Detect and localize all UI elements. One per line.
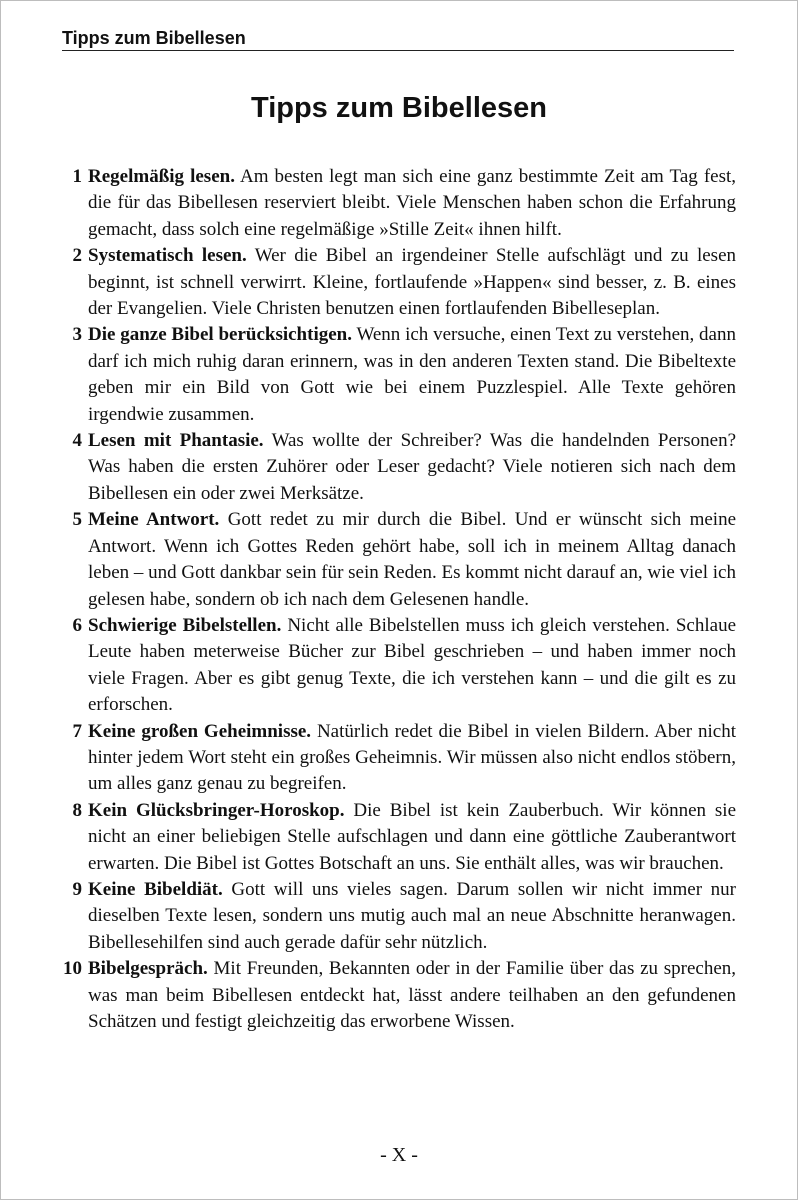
tip-title: Schwierige Bibelstellen. — [88, 614, 282, 636]
tip-number: 7 — [72, 720, 82, 742]
tip-body — [88, 719, 736, 798]
running-header — [62, 26, 734, 51]
tip-body — [88, 243, 736, 322]
tip-number: 8 — [72, 799, 82, 821]
tip-number: 9 — [72, 878, 82, 900]
tip-number: 4 — [72, 430, 82, 452]
tip-number: 5 — [72, 509, 82, 531]
tip-text: Natürlich redet die Bibel in vielen Bildern. Aber nicht hinter jedem Wort steht ein großes Geheimnis. Wir müssen also nicht endlos stöbern, um alles ganz genau zu begreifen. — [88, 720, 736, 795]
tips-list — [58, 164, 736, 1035]
tip-title: Systematisch lesen. — [88, 245, 247, 267]
tip-title: Kein Glücksbringer-Horoskop. — [88, 799, 345, 821]
list-item — [58, 428, 736, 507]
tip-text: Wenn ich versuche, einen Text zu verstehen, dann darf ich mich ruhig daran erinnern, was in den anderen Texten stand. Die Bibeltexte geben mir ein Bild von Gott wie bei einem Puzzlespiel. Alle Texte gehören irgendwie zusammen. — [88, 324, 736, 425]
list-item — [58, 243, 736, 322]
tip-title: Bibelgespräch. — [88, 958, 208, 980]
list-item — [58, 798, 736, 877]
list-item — [58, 719, 736, 798]
running-header-title: Tipps zum Bibellesen — [62, 28, 246, 48]
tip-title: Regelmäßig lesen. — [88, 166, 235, 187]
tip-text: Gott redet zu mir durch die Bibel. Und er wünscht sich meine Antwort. Wenn ich Gottes Reden gehört habe, soll ich in meinem Alltag danach leben – und Gott dankbar sein für sein Reden. Es kommt nicht darauf an, wie viel ich gelesen habe, sondern ob ich nach dem Gelesenen handle. — [88, 509, 736, 610]
tip-text: Die Bibel ist kein Zauberbuch. Wir können sie nicht an einer beliebigen Stelle aufschlagen und dann eine göttliche Zauberantwort erwarten. Die Bibel ist Gottes Botschaft an uns. Sie enthält alles, was wir brauchen. — [88, 799, 737, 874]
list-item — [58, 877, 736, 956]
tip-number: 3 — [72, 324, 82, 346]
list-item — [58, 956, 736, 1035]
tip-title: Die ganze Bibel berücksichtigen. — [88, 324, 352, 346]
page-title: Tipps zum Bibellesen — [251, 92, 547, 124]
tip-title: Keine Bibeldiät. — [88, 878, 223, 900]
tip-text: Wer die Bibel an irgendeiner Stelle aufschlägt und zu lesen beginnt, ist schnell verwirrt. Kleine, fortlaufende »Happen« sind besser, z. B. eines der Evangelien. Viele Christen benutzen einen fortlaufenden Bibelleseplan. — [88, 245, 736, 320]
list-item — [58, 164, 736, 243]
tip-text: Was wollte der Schreiber? Was die handelnden Personen? Was haben die ersten Zuhörer oder Leser gedacht? Viele notieren sich nach dem Bibellesen ein oder zwei Merksätze. — [88, 430, 737, 504]
list-item — [58, 322, 736, 428]
tip-text: Nicht alle Bibelstellen muss ich gleich verstehen. Schlaue Leute haben meterweise Bücher zur Bibel geschrieben – und haben immer noch viele Fragen. Aber es gibt genug Texte, die ich verstehen kann – und die gilt es zu erforschen. — [88, 614, 736, 716]
tip-body — [88, 322, 736, 428]
tip-body — [88, 428, 736, 507]
tip-number: 1 — [72, 166, 82, 187]
tip-title: Lesen mit Phantasie. — [88, 430, 264, 452]
tip-body — [88, 798, 736, 877]
tip-title: Meine Antwort. — [88, 509, 220, 531]
tip-text: Gott will uns vieles sagen. Darum sollen wir nicht immer nur dieselben Texte lesen, sondern uns mutig auch mal an neue Abschnitte heranwagen. Bibellesehilfen sind auch gerade dafür sehr nützlich. — [88, 878, 736, 953]
page-number: - X - — [380, 1144, 418, 1166]
list-item — [58, 507, 736, 613]
tip-number: 10 — [63, 958, 82, 980]
tip-body — [88, 507, 736, 613]
tip-text: Mit Freunden, Bekannten oder in der Familie über das zu sprechen, was man beim Bibellesen entdeckt hat, lässt andere teilhaben an den gefundenen Schätzen und festigt gleichzeitig das erworbene Wissen. — [88, 958, 736, 1032]
tip-body — [88, 877, 736, 956]
list-item — [58, 613, 736, 719]
tip-text: Am besten legt man sich eine ganz bestimmte Zeit am Tag fest, die für das Bibellesen reserviert bleibt. Viele Menschen haben schon die Erfahrung gemacht, dass solch eine regelmäßige »Stille Zeit« ihnen hilft. — [88, 166, 737, 240]
tip-title: Keine großen Geheimnisse. — [88, 720, 312, 742]
tip-body — [88, 613, 736, 719]
tip-body — [88, 956, 736, 1035]
tip-number: 2 — [72, 245, 82, 267]
tip-body — [88, 164, 736, 243]
tip-number: 6 — [72, 614, 82, 636]
